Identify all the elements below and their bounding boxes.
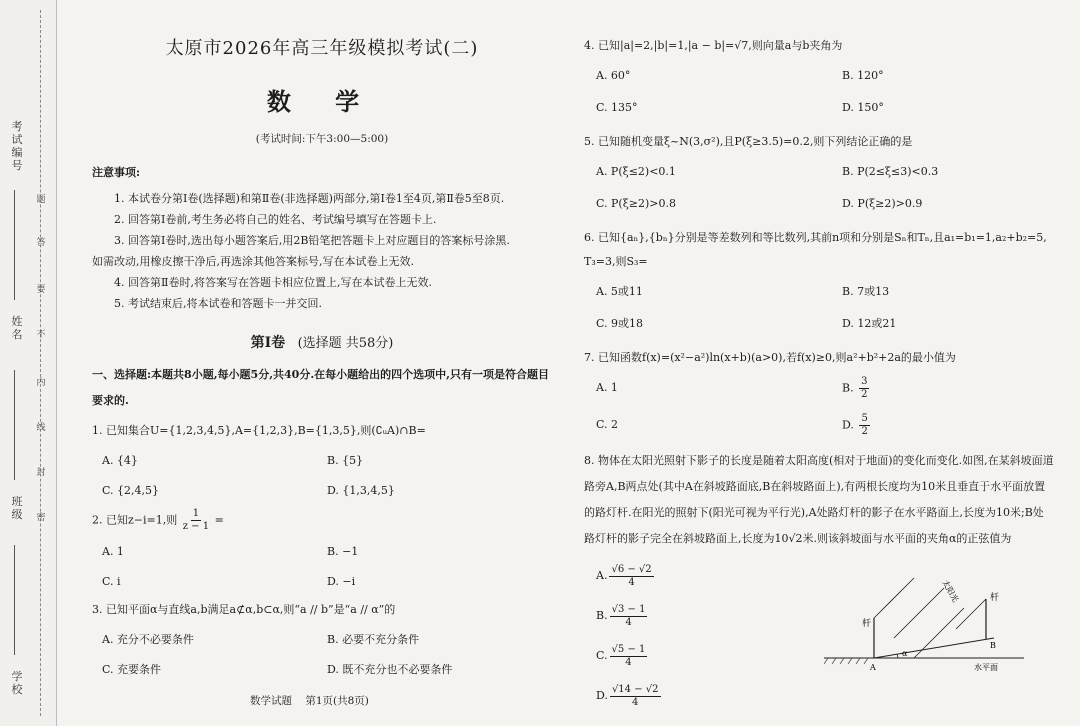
section-heading: [92, 332, 552, 352]
option-a[interactable]: A. 5或11: [596, 285, 643, 298]
option-c[interactable]: C. P(ξ≥2)>0.8: [596, 197, 676, 210]
question-stem: 6. 已知{aₙ},{bₙ}分别是等差数列和等比数列,其前n项和分别是Sₙ和Tₙ,且a₁=b₁=1,a₂+b₂=5,: [584, 231, 1047, 244]
option-c[interactable]: C. 充要条件: [102, 663, 162, 676]
question-options: [584, 160, 1054, 216]
option-b[interactable]: B. $\frac{3}{2}$: [842, 376, 868, 400]
notice-item: 3. 回答第Ⅰ卷时,选出每小题答案后,用2B铅笔把答题卡上对应题目的答案标号涂黑.: [114, 234, 510, 247]
question-options: [584, 280, 1054, 336]
class-label: 班 级: [11, 495, 23, 521]
option-a[interactable]: A. {4}: [102, 454, 138, 467]
footer-subject: 数学试题: [250, 695, 292, 707]
option-d[interactable]: D. $\frac{√14 - √2}{4}$: [596, 683, 659, 708]
right-column: [584, 32, 1054, 726]
option-d[interactable]: D. {1,3,4,5}: [327, 484, 395, 497]
notice-item: 1. 本试卷分第Ⅰ卷(选择题)和第Ⅱ卷(非选择题)两部分,第Ⅰ卷1至4页,第Ⅱ卷5至8页.: [114, 192, 505, 205]
seal-char: 内: [36, 378, 46, 388]
section-intro: 一、选择题:本题共8小题,每小题5分,共40分.在每小题给出的四个选项中,只有一项是符合题目要求的.: [92, 368, 549, 407]
question-4: [584, 34, 1054, 120]
seal-char: 封: [36, 468, 46, 478]
option-a[interactable]: A. 1: [596, 381, 618, 394]
left-column: [92, 34, 552, 687]
point-b-label: B: [990, 641, 996, 650]
option-b[interactable]: B. 120°: [842, 69, 884, 82]
option-d[interactable]: D. 既不充分也不必要条件: [327, 663, 453, 676]
option-b[interactable]: B. $\frac{√3 - 1}{4}$: [596, 603, 646, 628]
question-stem: 3. 已知平面α与直线a,b满足a⊄α,b⊂α,则“a // b”是“a // α”的: [92, 603, 396, 616]
section-subtitle: (选择题 共58分): [297, 336, 394, 351]
option-a[interactable]: A. P(ξ≤2)<0.1: [596, 165, 676, 178]
option-a[interactable]: A. 1: [102, 545, 124, 558]
notice-item: 如需改动,用橡皮擦干净后,再选涂其他答案标号,写在本试卷上无效.: [92, 255, 414, 268]
point-a-label: A: [870, 663, 876, 672]
seal-char: 线: [36, 423, 46, 433]
question-stem: 2. 已知z−i=1,则 $\frac{1}{z - 1}$ =: [92, 508, 224, 532]
fraction: $\frac{√5 - 1}{4}$: [611, 643, 646, 668]
option-c[interactable]: C. i: [102, 575, 121, 588]
school-label: 学 校: [11, 670, 23, 696]
option-b[interactable]: B. P(2≤ξ≤3)<0.3: [842, 165, 939, 178]
option-a[interactable]: A. 60°: [596, 69, 631, 82]
fraction: $\frac{1}{z - 1}$: [182, 508, 210, 532]
question-stem: 8. 物体在太阳光照射下影子的长度是随着太阳高度(相对于地面)的变化而变化.如图,在某斜坡面道路旁A,B两点处(其中A在斜坡路面底,B在斜坡路面上),有两根长度均为10米且垂直于水平面放置的路灯杆.在阳光的照射下(阳光可视为平行光),A处路灯杆的影子在水平路面上,长度为10米;B处路灯杆的影子完全在斜坡路面上,长度为10√2米.则该斜坡面与水平面的夹角α的正弦值为: [584, 454, 1054, 545]
question-5: [584, 130, 1054, 216]
fraction: $\frac{√3 - 1}{4}$: [611, 603, 646, 628]
seal-char: 答: [36, 238, 46, 248]
exam-title: 太原市2026年高三年级模拟考试(二): [165, 38, 479, 59]
sun-ray: [874, 578, 914, 618]
question-stem: 4. 已知|a|=2,|b|=1,|a − b|=√7,则向量a与b夹角为: [584, 39, 843, 52]
option-b[interactable]: B. −1: [327, 545, 359, 558]
question-3: [92, 599, 552, 681]
question-options: [584, 376, 1054, 438]
seal-dashed-line: [40, 10, 41, 716]
question-stem: 7. 已知函数f(x)=(x²−a²)ln(x+b)(a>0),若f(x)≥0,则a²+b²+2a的最小值为: [584, 351, 956, 364]
seal-char: 密: [36, 513, 46, 523]
seal-char: 要: [36, 285, 46, 295]
option-d[interactable]: D. 150°: [842, 101, 884, 114]
notice-heading: 注意事项:: [92, 166, 141, 179]
option-c[interactable]: C. 9或18: [596, 317, 644, 330]
question-options: [584, 64, 1054, 120]
slope-diagram: [824, 566, 1044, 686]
notice-item: 5. 考试结束后,将本试卷和答题卡一并交回.: [114, 297, 322, 310]
footer-page: 第1页(共8页): [305, 695, 369, 707]
fraction: $\frac{3}{2}$: [861, 376, 868, 400]
exam-number-label: 考试编号: [11, 120, 23, 172]
question-stem-continued: T₃=3,则S₃=: [584, 255, 648, 268]
question-1: [92, 420, 552, 502]
sun-ray: [914, 608, 964, 658]
ground-hatch: [824, 658, 868, 664]
question-options: [596, 556, 796, 716]
name-label: 姓 名: [11, 315, 23, 341]
fraction: $\frac{5}{2}$: [861, 413, 868, 437]
angle-arc: [897, 654, 898, 658]
angle-label: α: [902, 649, 908, 658]
question-7: [584, 346, 1054, 438]
slope-line: [874, 638, 994, 658]
exam-time: (考试时间:下午3:00—5:00): [255, 133, 389, 145]
seal-char: 不: [36, 330, 46, 340]
page-footer: [250, 693, 379, 708]
section-title: 第Ⅰ卷: [250, 335, 286, 351]
sun-ray: [956, 599, 986, 629]
option-d[interactable]: D. 12或21: [842, 317, 897, 330]
notice-item: 2. 回答第Ⅰ卷前,考生务必将自己的姓名、考试编号填写在答题卡上.: [114, 213, 437, 226]
question-8: [584, 448, 1054, 726]
sunlight-label: 太阳光: [940, 578, 961, 604]
question-8-body: [584, 556, 1054, 726]
option-c[interactable]: C. {2,4,5}: [102, 484, 160, 497]
option-c[interactable]: C. $\frac{√5 - 1}{4}$: [596, 643, 646, 668]
question-6: [584, 226, 1054, 336]
pole-right-label: 杆: [990, 593, 1000, 603]
option-b[interactable]: B. {5}: [327, 454, 364, 467]
notice-list: [92, 188, 552, 314]
fraction: $\frac{√6 - √2}{4}$: [611, 563, 652, 588]
pole-left-label: 杆: [862, 619, 872, 629]
question-options: [92, 450, 552, 502]
seal-char: 题: [36, 195, 46, 205]
subject-title: 数 学: [266, 87, 378, 116]
ground-label: 水平面: [974, 663, 998, 672]
question-stem: 5. 已知随机变量ξ~N(3,σ²),且P(ξ≥3.5)=0.2,则下列结论正确的是: [584, 135, 913, 148]
option-d[interactable]: D. −i: [327, 575, 356, 588]
binding-margin: [0, 0, 57, 726]
notice-item: 4. 回答第Ⅱ卷时,将答案写在答题卡相应位置上,写在本试卷上无效.: [114, 276, 432, 289]
question-options: [92, 541, 552, 593]
option-c[interactable]: C. 2: [596, 418, 619, 431]
option-d[interactable]: D. P(ξ≥2)>0.9: [842, 197, 923, 210]
option-a[interactable]: A. 充分不必要条件: [102, 633, 194, 646]
question-2: [92, 508, 552, 593]
option-b[interactable]: B. 7或13: [842, 285, 890, 298]
option-d[interactable]: D. $\frac{5}{2}$: [842, 413, 868, 437]
question-stem: 1. 已知集合U={1,2,3,4,5},A={1,2,3},B={1,3,5},则(∁ᵤA)∩B=: [92, 424, 426, 437]
question-options: [92, 629, 552, 681]
option-a[interactable]: A. $\frac{√6 - √2}{4}$: [596, 563, 652, 588]
fraction: $\frac{√14 - √2}{4}$: [611, 683, 659, 708]
class-line: [14, 545, 15, 655]
exam-number-line: [14, 190, 15, 300]
name-line: [14, 370, 15, 480]
sun-ray: [894, 588, 944, 638]
option-c[interactable]: C. 135°: [596, 101, 638, 114]
option-b[interactable]: B. 必要不充分条件: [327, 633, 420, 646]
